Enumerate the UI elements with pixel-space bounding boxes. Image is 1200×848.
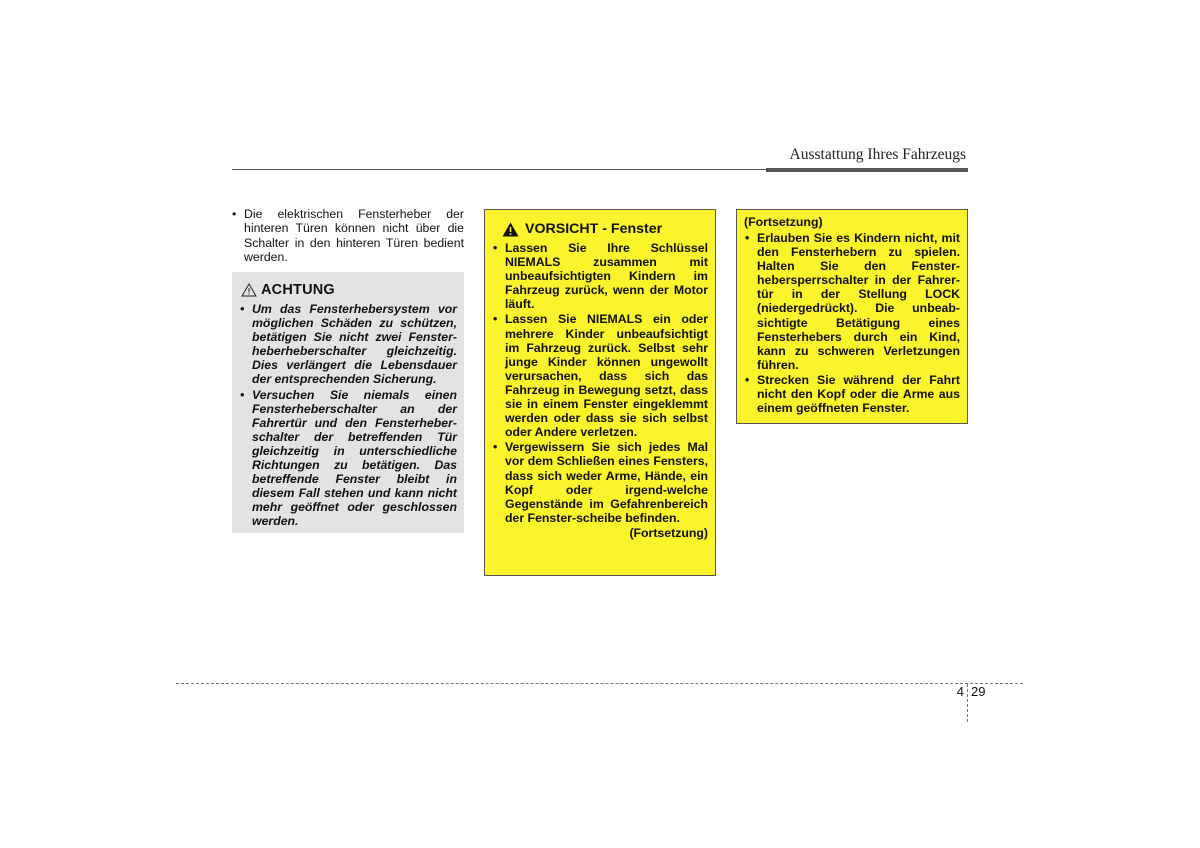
bullet: • (232, 207, 237, 221)
fortsetzung-list (744, 231, 960, 415)
page-header-title: Ausstattung Ihres Fahrzeugs (789, 146, 966, 163)
vorsicht-item: • Lassen Sie NIEMALS ein oder mehrere Kinder unbeaufsichtigt im Fahrzeug zurück. Selbst sehr junge Kinder können ungewollt verursachen, dass sich das Fahrzeug in Bewegung setzt, dass sie in einem Fenster eingeklemmt werden oder dass sie sich selbst oder Andere verletzen. (492, 312, 708, 439)
footer-divider (967, 684, 968, 722)
warning-triangle-outline-icon (241, 283, 257, 297)
vorsicht-item: • Vergewissern Sie sich jedes Mal vor dem Schließen eines Fensters, dass sich weder Arme, Hände, ein Kopf oder irgend-welche Gegenstände im Gefahrenbereich der Fenster-scheibe befinden. (492, 440, 708, 525)
intro-paragraph (232, 207, 464, 264)
fortsetzung-caution-box (736, 209, 968, 424)
achtung-item: • Um das Fensterhebersystem vor möglichen Schäden zu schützen, betätigen Sie nicht zwei Fenster-heberheberschalter gleichzeitig. Dies verlängert die Lebensdauer der entsprechenden Sicherung. (239, 302, 457, 387)
page-number: 29 (971, 684, 986, 699)
achtung-title: ACHTUNG (261, 282, 335, 298)
achtung-header (239, 280, 457, 300)
header-rule-accent (766, 168, 968, 172)
achtung-notice-box (232, 272, 464, 533)
fortsetzung-item: • Erlauben Sie es Kindern nicht, mit den Fensterhebern zu spielen. Halten Sie den Fenster-hebersperrschalter in der Fahrer-tür in der Stellung LOCK (niedergedrückt). Die unbeab-sichtigte Betätigung eines Fensterhebers durch ein Kind, kann zu schweren Verletzungen führen. (744, 231, 960, 372)
vorsicht-caution-box (484, 209, 716, 576)
chapter-number: 4 (956, 684, 964, 699)
fortsetzung-item: • Strecken Sie während der Fahrt nicht den Kopf oder die Arme aus einem geöffneten Fenster. (744, 373, 960, 415)
vorsicht-title: VORSICHT - Fenster (525, 221, 663, 237)
warning-triangle-filled-icon (502, 222, 519, 237)
vorsicht-item: • Lassen Sie Ihre Schlüssel NIEMALS zusammen mit unbeaufsichtigten Kindern im Fahrzeug zurück, wenn der Motor läuft. (492, 241, 708, 311)
intro-text: Die elektrischen Fensterheber der hinteren Türen können nicht über die Schalter in den hinteren Türen bedient werden. (244, 207, 464, 264)
achtung-item: • Versuchen Sie niemals einen Fensterheberschalter an der Fahrertür und den Fensterheber-schalter der betreffenden Tür gleichzeitig in unterschiedliche Richtungen zu betätigen. Das betreffende Fenster bleibt in diesem Fall stehen und kann nicht mehr geöffnet oder geschlossen werden. (239, 388, 457, 529)
vorsicht-list (492, 241, 708, 525)
footer-rule (176, 683, 1023, 684)
continued-label: (Fortsetzung) (629, 525, 708, 540)
fortsetzung-title: (Fortsetzung) (744, 215, 823, 229)
vorsicht-header (492, 219, 708, 239)
achtung-list (239, 302, 457, 529)
